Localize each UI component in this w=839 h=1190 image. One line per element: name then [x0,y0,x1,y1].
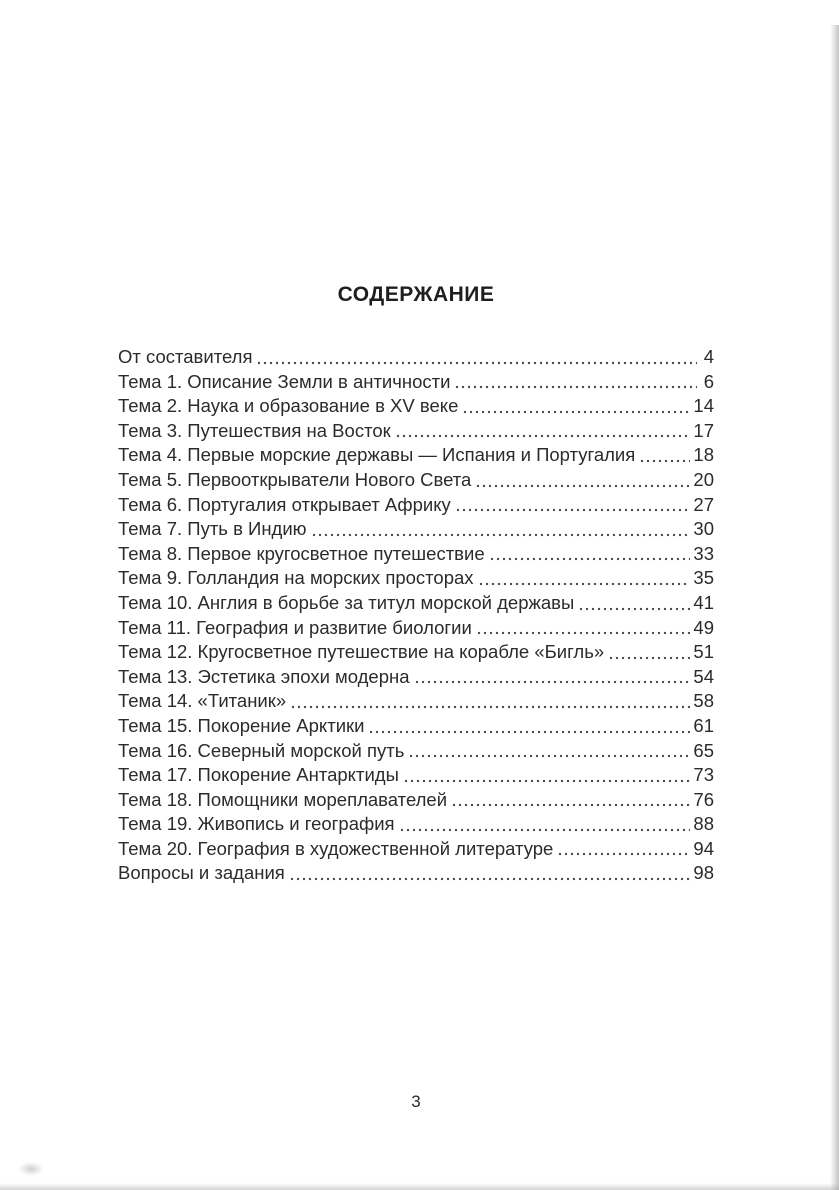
toc-leader-dots [395,419,691,444]
toc-entry-page: 41 [693,591,714,613]
toc-entry-page: 61 [693,714,714,736]
toc-entry-page: 51 [693,641,714,663]
toc-entry [118,714,714,739]
toc-entry-page: 14 [693,395,714,417]
toc-entry-label: Тема 9. Голландия на морских просторах [118,567,474,589]
toc-leader-dots [489,542,691,567]
toc-entry [118,640,714,665]
toc-entry-label: Тема 15. Покорение Арктики [118,714,365,736]
toc-entry-label: От составителя [118,346,253,367]
toc-entry-label: Тема 19. Живопись и география [118,813,395,835]
toc-leader-dots [311,517,691,542]
toc-entry [118,689,714,714]
toc-entry-label: Вопросы и задания [118,862,285,884]
page-edge-shadow-right [830,25,839,1190]
toc-entry-page: 58 [693,690,714,712]
toc-entry [118,566,714,591]
toc-entry-label: Тема 20. География в художественной литературе [118,837,554,859]
toc-entry-label: Тема 7. Путь в Индию [118,518,307,540]
toc-entry-page: 6 [703,370,714,392]
toc-entry-label: Тема 16. Северный морской путь [118,739,405,761]
toc-entry-label: Тема 1. Описание Земли в античности [118,370,451,392]
toc-entry [118,812,714,837]
toc-leader-dots [408,739,690,764]
toc-leader-dots [578,591,690,616]
toc-entry-label: Тема 8. Первое кругосветное путешествие [118,542,485,564]
toc-entry [118,394,714,419]
toc-leader-dots [290,689,690,714]
toc-entry-page: 30 [693,518,714,540]
toc-leader-dots [451,788,690,813]
toc-entry-label: Тема 18. Помощники мореплавателей [118,788,448,810]
toc-entry-label: Тема 10. Англия в борьбе за титул морской державы [118,591,575,613]
toc-entry-page: 20 [693,468,714,490]
toc-content [118,283,714,886]
toc-entry-page: 76 [693,788,714,810]
toc-entry [118,837,714,862]
toc-entry [118,345,714,370]
toc-entry [118,468,714,493]
toc-leader-dots [414,665,691,690]
toc-entry-page: 98 [693,862,714,884]
toc-entry-page: 33 [693,542,714,564]
page-edge-shadow-bottom [0,1183,839,1190]
toc-entry-page: 4 [703,346,714,367]
toc-entry-label: Тема 5. Первооткрыватели Нового Света [118,468,472,490]
toc-leader-dots [256,345,697,370]
toc-leader-dots [475,468,690,493]
toc-leader-dots [455,493,691,518]
toc-entry-label: Тема 2. Наука и образование в XV веке [118,395,459,417]
toc-entry-label: Тема 6. Португалия открывает Африку [118,493,451,515]
toc-entry-page: 18 [693,444,714,466]
toc-entry [118,788,714,813]
toc-entry [118,861,714,886]
toc-entry-page: 94 [693,837,714,859]
toc-entry [118,493,714,518]
toc-entry-page: 35 [693,567,714,589]
toc-entry-page: 88 [693,813,714,835]
toc-leader-dots [289,861,691,886]
toc-entry [118,739,714,764]
toc-entry-page: 65 [693,739,714,761]
toc-leader-dots [399,812,691,837]
toc-entry [118,616,714,641]
toc-entry-page: 17 [693,419,714,441]
toc-entry [118,370,714,395]
footer-page-number: 3 [411,1092,421,1111]
toc-entry-label: Тема 3. Путешествия на Восток [118,419,391,441]
toc-entry [118,763,714,788]
toc-entry [118,419,714,444]
toc-entry-label: Тема 13. Эстетика эпохи модерна [118,665,410,687]
toc-entry-label: Тема 17. Покорение Антарктиды [118,764,399,786]
toc-leader-dots [368,714,690,739]
toc-entry-label: Тема 14. «Титаник» [118,690,287,712]
toc-entry [118,517,714,542]
toc-entry-page: 54 [693,665,714,687]
toc-entry-label: Тема 12. Кругосветное путешествие на корабле «Бигль» [118,641,605,663]
toc-leader-dots [454,370,697,395]
toc-entry [118,665,714,690]
toc-entry [118,591,714,616]
toc-list [118,345,714,886]
toc-entry [118,443,714,468]
toc-entry-page: 49 [693,616,714,638]
page-title: СОДЕРЖАНИЕ [337,283,495,306]
toc-leader-dots [639,443,690,468]
toc-leader-dots [476,616,691,641]
toc-entry-label: Тема 4. Первые морские державы — Испания и Португалия [118,444,636,466]
toc-leader-dots [478,566,691,591]
toc-leader-dots [462,394,690,419]
toc-entry-page: 27 [693,493,714,515]
toc-entry-label: Тема 11. География и развитие биологии [118,616,472,638]
toc-leader-dots [557,837,690,862]
toc-entry-page: 73 [693,764,714,786]
toc-leader-dots [403,763,691,788]
toc-leader-dots [608,640,690,665]
page-corner-smudge [18,1162,44,1176]
toc-entry [118,542,714,567]
